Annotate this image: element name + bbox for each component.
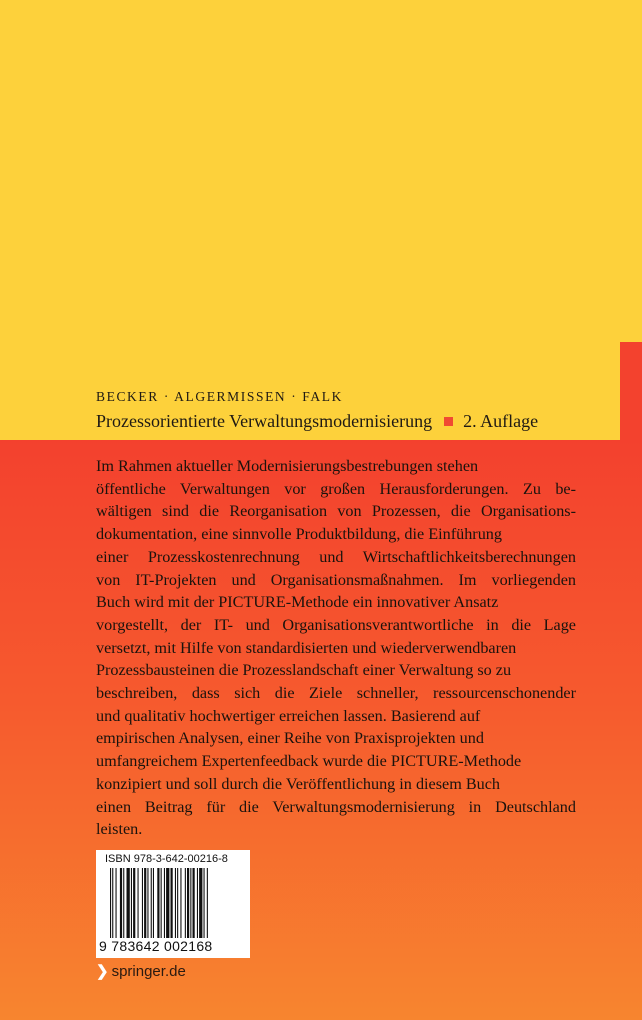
blurb-line: öffentliche Verwaltungen vor großen Herausforderungen. Zu be- bbox=[96, 479, 576, 498]
red-edge-tab bbox=[620, 342, 642, 440]
blurb-line: empirischen Analysen, einer Reihe von Praxisprojekten und bbox=[96, 729, 484, 748]
chevron-right-icon: ❯ bbox=[96, 963, 109, 980]
blurb-line: einen Beitrag für die Verwaltungsmodernisierung in Deutschland bbox=[96, 797, 576, 816]
blurb-line: wältigen sind die Reorganisation von Prozessen, die Organisations- bbox=[96, 502, 576, 521]
barcode-bars-icon bbox=[110, 868, 242, 938]
blurb-line: leisten. bbox=[96, 820, 143, 839]
blurb-line: dokumentation, eine sinnvolle Produktbildung, die Einführung bbox=[96, 525, 502, 544]
blurb-line: umfangreichem Expertenfeedback wurde die PICTURE-Methode bbox=[96, 752, 522, 771]
authors-line: BECKER · ALGERMISSEN · FALK bbox=[96, 389, 343, 404]
edition-label: 2. Auflage bbox=[463, 411, 539, 431]
publisher-link[interactable] bbox=[96, 962, 186, 980]
book-title: Prozessorientierte Verwaltungsmodernisierung bbox=[96, 411, 433, 431]
barcode-digits: 9 783642 002168 bbox=[99, 938, 213, 954]
blurb-line: Buch wird mit der PICTURE-Methode ein innovativer Ansatz bbox=[96, 593, 499, 612]
blurb-text bbox=[96, 455, 576, 841]
blurb-line: und qualitativ hochwertiger erreichen lassen. Basierend auf bbox=[96, 706, 481, 725]
isbn-barcode bbox=[96, 850, 250, 958]
blurb-line: versetzt, mit Hilfe von standardisierten und wiederverwendbaren bbox=[96, 638, 517, 657]
isbn-label: ISBN 978-3-642-00216-8 bbox=[105, 853, 228, 865]
blurb-line: einer Prozesskostenrechnung und Wirtschaftlichkeitsberechnungen bbox=[96, 547, 576, 566]
blurb-line: Prozessbausteinen die Prozesslandschaft einer Verwaltung so zu bbox=[96, 661, 512, 680]
blurb-line: von IT-Projekten und Organisationsmaßnahmen. Im vorliegenden bbox=[96, 570, 576, 589]
square-bullet-icon bbox=[444, 417, 453, 426]
blurb-line: beschreiben, dass sich die Ziele schneller, ressourcenschonender bbox=[96, 684, 576, 703]
blurb-line: Im Rahmen aktueller Modernisierungsbestrebungen stehen bbox=[96, 457, 479, 475]
title-line bbox=[96, 411, 538, 432]
blurb-line: konzipiert und soll durch die Veröffentlichung in diesem Buch bbox=[96, 774, 501, 793]
yellow-panel bbox=[0, 0, 642, 440]
publisher-url: springer.de bbox=[111, 963, 186, 980]
blurb-line: vorgestellt, der IT- und Organisationsverantwortliche in die Lage bbox=[96, 615, 576, 634]
